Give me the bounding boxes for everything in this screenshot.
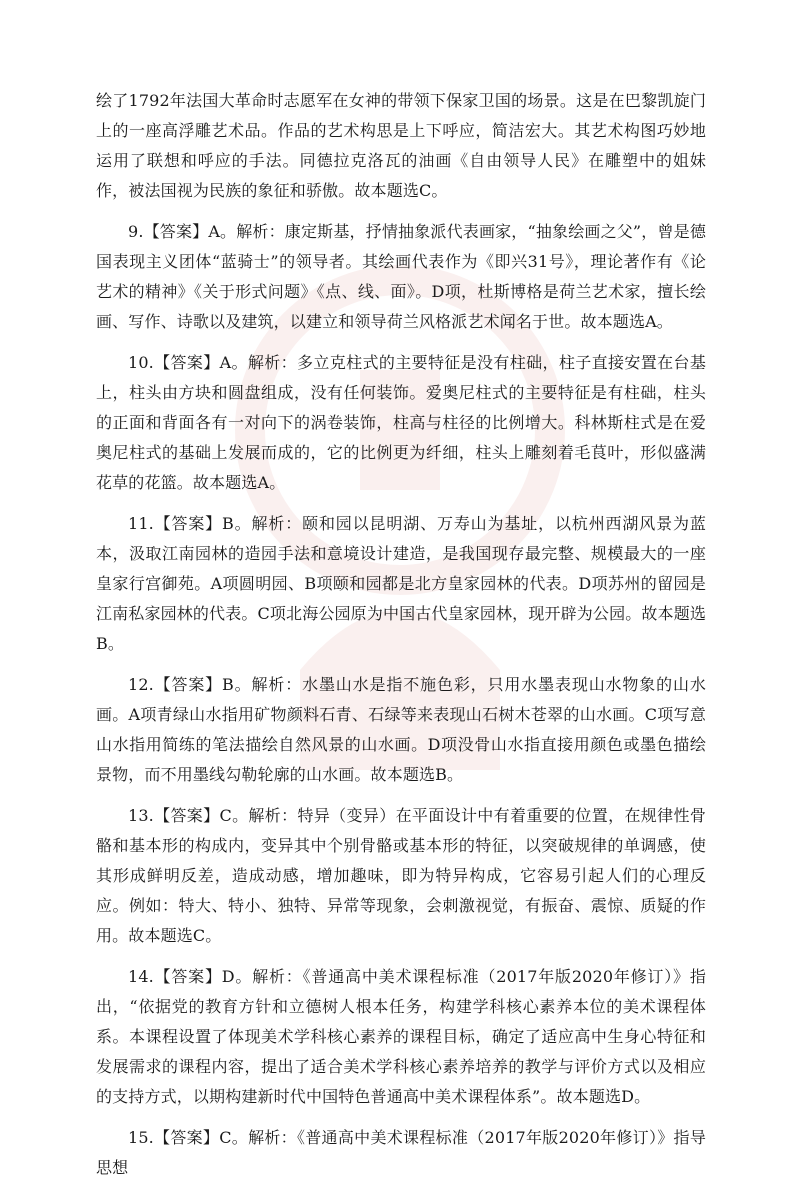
document-page (96, 86, 706, 1194)
answer-12: 12.【答案】B。解析：水墨山水是指不施色彩，只用水墨表现山水物象的山水画。A项青绿山水指用矿物颜料石青、石绿等来表现山石树木苍翠的山水画。C项写意山水指用简练的笔法描绘自然风景的山水画。D项没骨山水指直接用颜色或墨色描绘景物，而不用墨线勾勒轮廓的山水画。故本题选B。 (96, 675, 706, 784)
answer-15: 15.【答案】C。解析：《普通高中美术课程标准（2017年版2020年修订）》指导思想 (96, 1128, 706, 1177)
answer-14: 14.【答案】D。解析：《普通高中美术课程标准（2017年版2020年修订）》指出，“依据党的教育方针和立德树人根本任务，构建学科核心素养本位的美术课程体系。本课程设置了体现美术学科核心素养的课程目标，确定了适应高中生身心特征和发展需求的课程内容，提出了适合美术学科核心素养培养的教学与评价方式以及相应的支持方式，以期构建新时代中国特色普通高中美术课程体系”。故本题选D。 (96, 967, 706, 1106)
answer-9: 9.【答案】A。解析：康定斯基，抒情抽象派代表画家，“抽象绘画之父”，曾是德国表现主义团体“蓝骑士”的领导者。其绘画代表作为《即兴31号》，理论著作有《论艺术的精神》《关于形式问题》《点、线、面》。D项，杜斯博格是荷兰艺术家，擅长绘画、写作、诗歌以及建筑，以建立和领导荷兰风格派艺术闻名于世。故本题选A。 (96, 222, 706, 331)
answer-13: 13.【答案】C。解析：特异（变异）在平面设计中有着重要的位置，在规律性骨骼和基本形的构成内，变异其中个别骨骼或基本形的特征，以突破规律的单调感，使其形成鲜明反差，造成动感，增加趣味，即为特异构成，它容易引起人们的心理反应。例如：特大、特小、独特、异常等现象，会刺激视觉，有振奋、震惊、质疑的作用。故本题选C。 (96, 806, 706, 945)
answer-11: 11.【答案】B。解析：颐和园以昆明湖、万寿山为基址，以杭州西湖风景为蓝本，汲取江南园林的造园手法和意境设计建造，是我国现存最完整、规模最大的一座皇家行宫御苑。A项圆明园、B项颐和园都是北方皇家园林的代表。D项苏州的留园是江南私家园林的代表。C项北海公园原为中国古代皇家园林，现开辟为公园。故本题选B。 (96, 514, 706, 653)
answer-10: 10.【答案】A。解析：多立克柱式的主要特征是没有柱础，柱子直接安置在台基上，柱头由方块和圆盘组成，没有任何装饰。爱奥尼柱式的主要特征是有柱础，柱头的正面和背面各有一对向下的涡卷装饰，柱高与柱径的比例增大。科林斯柱式是在爱奥尼柱式的基础上发展而成的，它的比例更为纤细，柱头上雕刻着毛茛叶，形似盛满花草的花篮。故本题选A。 (96, 353, 706, 492)
paragraph-continuation: 绘了1792年法国大革命时志愿军在女神的带领下保家卫国的场景。这是在巴黎凯旋门上的一座高浮雕艺术品。作品的艺术构思是上下呼应，简洁宏大。其艺术构图巧妙地运用了联想和呼应的手法。同德拉克洛瓦的油画《自由领导人民》在雕塑中的姐妹作，被法国视为民族的象征和骄傲。故本题选C。 (96, 91, 706, 200)
